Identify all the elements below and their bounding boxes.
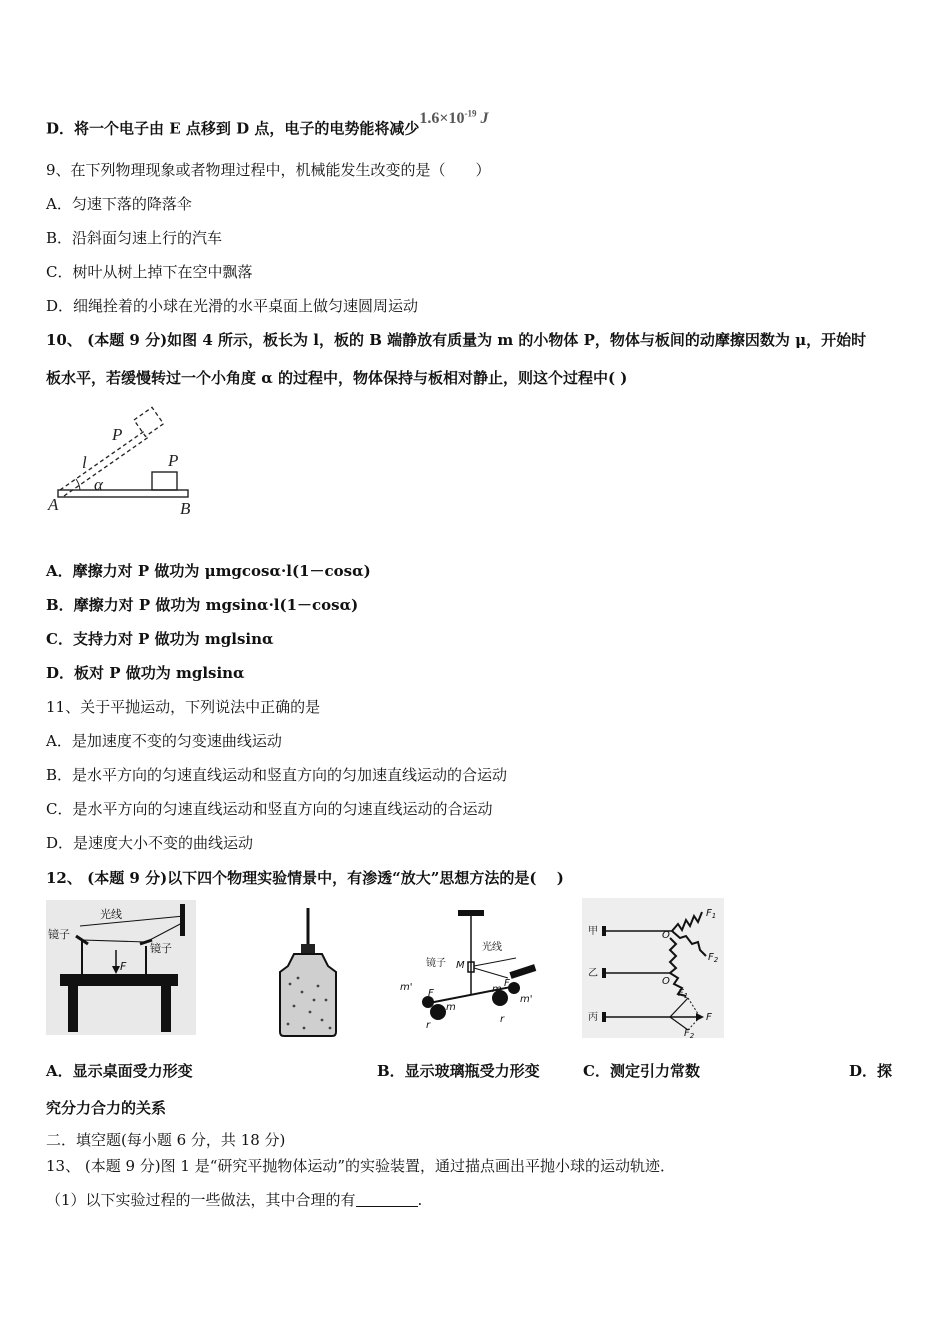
q10-figure [46, 402, 206, 522]
q12-fig4-label-f2: $F_2$ [708, 952, 719, 964]
q12-stem: 12、 (本题 9 分)以下四个物理实验情景中，有渗透“放大”思想方法的是( ) [46, 869, 564, 887]
q9-option-d: D．细绳拴着的小球在光滑的水平桌面上做匀速圆周运动 [46, 297, 419, 315]
q12-fig3-label-f-right: F [504, 978, 510, 989]
q12-fig3-label-guangxian: 光线 [482, 942, 502, 953]
q10-option-a: A．摩擦力对 P 做功为 μmgcosα·l(1－cosα) [46, 562, 371, 580]
q8-option-d-value: $1.6\times 10^{-19}$ J [419, 109, 489, 128]
q8-option-d: D．将一个电子由 E 点移到 D 点，电子的电势能将减少$1.6\times 10^{-19}$ J [46, 109, 489, 138]
q12-option-a: A．显示桌面受力形变 [46, 1062, 193, 1080]
q11-option-b: B．是水平方向的匀速直线运动和竖直方向的匀加速直线运动的合运动 [46, 766, 508, 784]
q11-option-a: A．是加速度不变的匀变速曲线运动 [46, 732, 282, 750]
q9-option-a: A．匀速下落的降落伞 [46, 195, 192, 213]
q11-option-c: C．是水平方向的匀速直线运动和竖直方向的匀速直线运动的合运动 [46, 800, 493, 818]
q12-fig3-label-m-left: m [446, 1002, 456, 1013]
q10-label-a: A [48, 495, 59, 514]
q10-stem-line1: 10、 (本题 9 分)如图 4 所示，板长为 l，板的 B 端静放有质量为 m 的小物体 P，物体与板间的动摩擦因数为 μ，开始时 [46, 331, 867, 349]
q12-fig3-label-f-left: F [428, 988, 434, 999]
q12-fig4-label-f3: $F_1$ [678, 988, 689, 1000]
q12-fig1-label-jingzi-right: 镜子 [150, 942, 172, 955]
q10-label-alpha: α [94, 475, 103, 494]
q12-figure-bottle [270, 908, 350, 1038]
q12-fig3-label-m-prime-left: m' [400, 982, 413, 993]
q12-option-d-part1: D．探 [849, 1062, 893, 1080]
q10-label-l: l [82, 453, 87, 472]
q9-stem: 9、在下列物理现象或者物理过程中，机械能发生改变的是（ ） [46, 161, 491, 179]
q12-fig4-label-f1: $F_1$ [706, 908, 717, 920]
q12-fig4-label-bing: 丙 [588, 1012, 598, 1023]
q12-fig3-label-jingzi: 镜子 [426, 958, 446, 969]
q12-fig1-label-force: F [120, 960, 127, 973]
q12-fig3-label-m: M [456, 960, 465, 971]
q13-sub1-answer-blank[interactable] [356, 1192, 418, 1207]
q13-stem: 13、 (本题 9 分)图 1 是“研究平抛物体运动”的实验装置，通过描点画出平抛小球的运动轨迹． [46, 1157, 676, 1175]
q11-option-d: D．是速度大小不变的曲线运动 [46, 834, 254, 852]
q10-option-b: B．摩擦力对 P 做功为 mgsinα·l(1－cosα) [46, 596, 359, 614]
q12-figure-spring-forces [582, 898, 724, 1038]
q11-stem: 11、关于平抛运动，下列说法中正确的是 [46, 698, 321, 716]
q12-fig3-label-r-right: r [500, 1014, 505, 1025]
q12-fig4-label-yi: 乙 [588, 968, 598, 979]
q10-label-b: B [180, 499, 191, 518]
q10-option-d: D．板对 P 做功为 mglsinα [46, 664, 245, 682]
q12-figure-torsion-balance [396, 906, 546, 1036]
q9-option-b: B．沿斜面匀速上行的汽车 [46, 229, 223, 247]
q10-label-p-right: P [168, 451, 179, 470]
q12-fig4-label-f4: F [706, 1012, 712, 1023]
q10-stem-line2: 板水平，若缓慢转过一个小角度 α 的过程中，物体保持与板相对静止，则这个过程中( ) [46, 369, 628, 387]
q12-fig3-label-m-right: m [492, 984, 502, 995]
q12-option-d-part2: 究分力合力的关系 [46, 1099, 167, 1117]
q12-option-b: B．显示玻璃瓶受力形变 [377, 1062, 540, 1080]
q12-option-c: C．测定引力常数 [583, 1062, 700, 1080]
section-2-title: 二．填空题(每小题 6 分，共 18 分) [46, 1131, 286, 1149]
q12-fig4-label-jia: 甲 [588, 926, 598, 937]
q12-fig4-label-o1: O [662, 930, 670, 941]
q12-fig3-label-r-left: r [426, 1020, 431, 1031]
q12-fig4-label-f5: $F_2$ [684, 1028, 695, 1038]
q13-sub1: （1）以下实验过程的一些做法，其中合理的有 . [46, 1191, 423, 1209]
q12-fig1-label-guangxian: 光线 [100, 908, 122, 921]
q9-option-c: C．树叶从树上掉下在空中飘落 [46, 263, 253, 281]
q12-fig1-label-jingzi-left: 镜子 [48, 928, 70, 941]
q12-fig4-label-o2: O [662, 976, 670, 987]
q12-figure-desk [46, 900, 196, 1035]
q12-fig3-label-m-prime-right: m' [520, 994, 533, 1005]
q10-label-p-top: P [112, 425, 123, 444]
q10-option-c: C．支持力对 P 做功为 mglsinα [46, 630, 274, 648]
